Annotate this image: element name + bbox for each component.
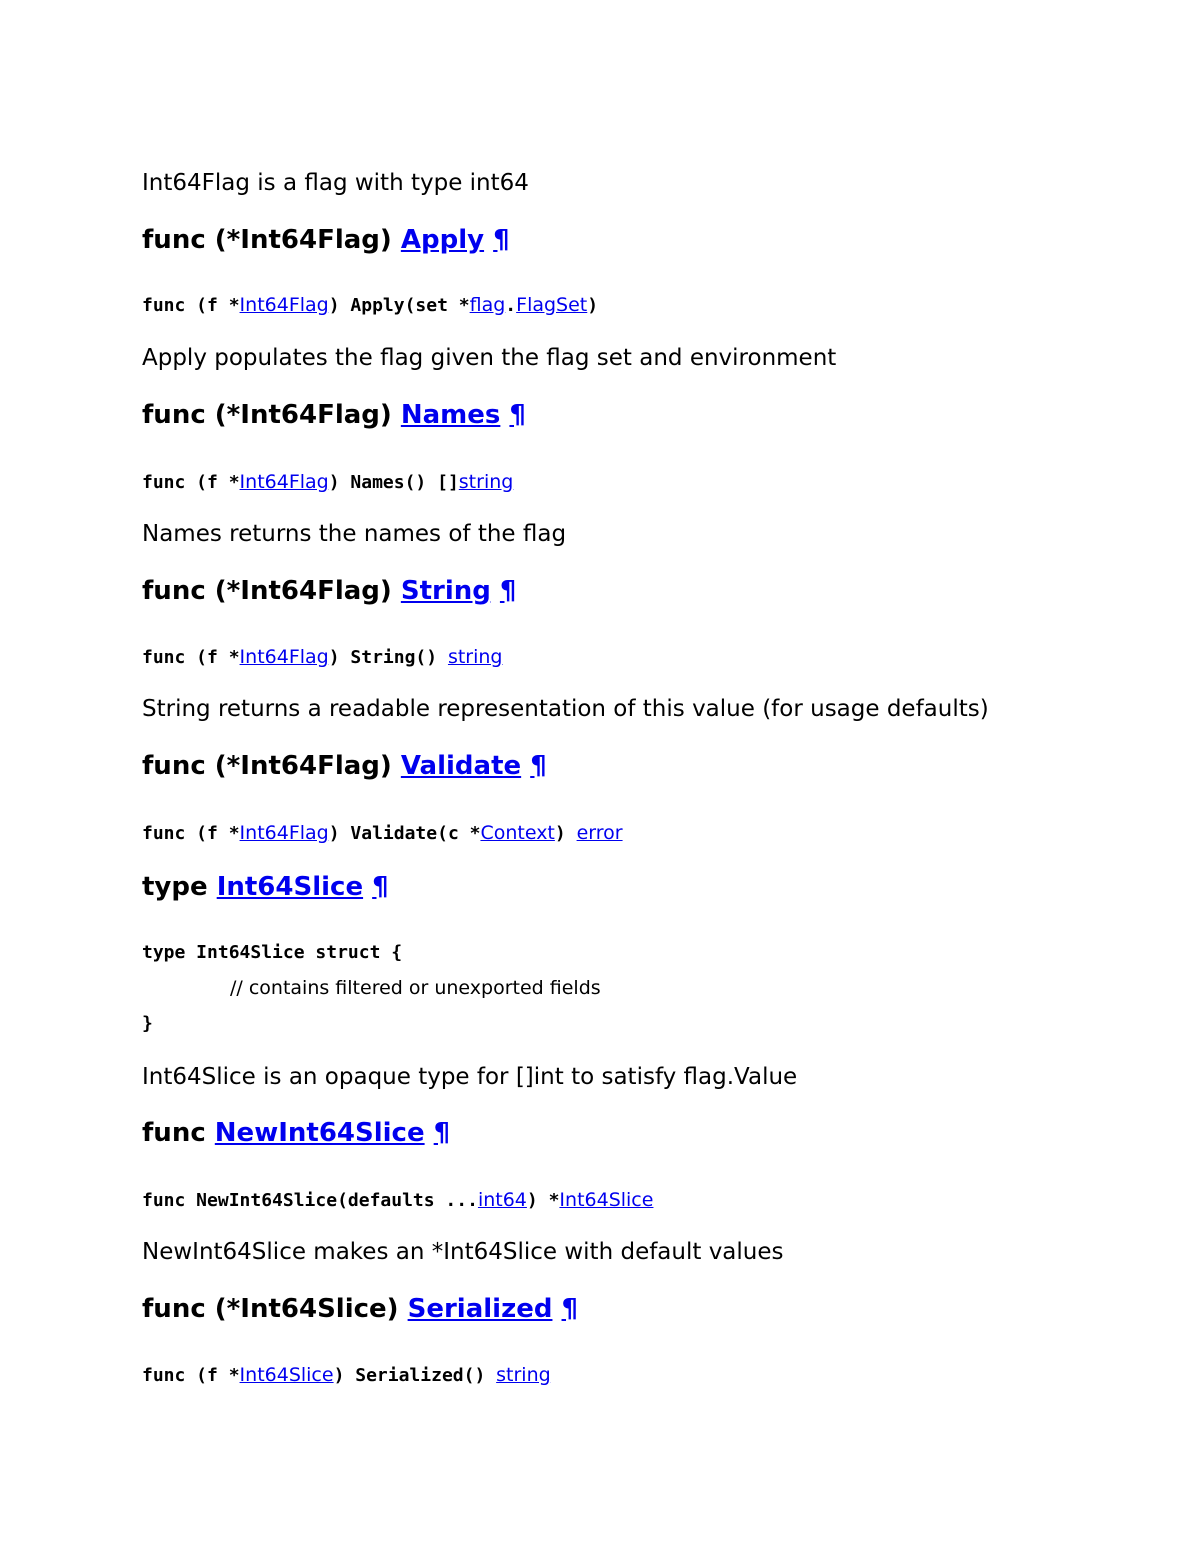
string-type-link[interactable]: string: [447, 646, 503, 668]
heading-validate: [142, 749, 547, 783]
sig-text: ) Validate(c *: [328, 823, 481, 844]
sig-text: func (f *: [142, 823, 240, 844]
int64slice-link[interactable]: Int64Slice: [216, 872, 364, 902]
sig-text: ) Apply(set *: [328, 295, 470, 316]
flag-package-link[interactable]: flag: [469, 294, 506, 316]
serialized-pilcrow-link[interactable]: ¶: [561, 1294, 579, 1324]
heading-int64slice-type: [142, 870, 389, 904]
int64slice-type-link[interactable]: Int64Slice: [239, 1364, 334, 1386]
int64slice-code-line1: type Int64Slice struct {: [142, 942, 403, 963]
heading-prefix: func (*Int64Flag): [142, 751, 401, 781]
sig-text: func (f *: [142, 647, 240, 668]
heading-prefix: func (*Int64Flag): [142, 225, 401, 255]
names-signature: [142, 469, 513, 496]
validate-signature: [142, 820, 623, 847]
int64slice-code-comment-line: [142, 975, 601, 1002]
heading-prefix: func: [142, 1118, 215, 1148]
sig-text: ): [587, 295, 599, 316]
int64slice-type-link[interactable]: Int64Slice: [559, 1189, 654, 1211]
int64slice-description: Int64Slice is an opaque type for []int to satisfy flag.Value: [142, 1064, 798, 1090]
sig-text: func (f *: [142, 295, 240, 316]
context-type-link[interactable]: Context: [480, 822, 555, 844]
int64slice-pilcrow-link[interactable]: ¶: [372, 872, 389, 902]
heading-prefix: func (*Int64Slice): [142, 1294, 408, 1324]
heading-names: [142, 398, 526, 432]
names-pilcrow-link[interactable]: ¶: [509, 400, 526, 430]
newint64slice-link[interactable]: NewInt64Slice: [214, 1118, 425, 1148]
sig-text: ) Names() []: [328, 472, 459, 493]
string-signature: [142, 644, 503, 671]
sig-text: ): [554, 823, 577, 844]
sig-text: ) *: [526, 1190, 560, 1211]
string-type-link[interactable]: string: [458, 471, 514, 493]
heading-apply: [142, 223, 510, 257]
int64flag-type-link[interactable]: Int64Flag: [239, 822, 329, 844]
heading-prefix: type: [142, 872, 217, 902]
code-comment: // contains filtered or unexported fields: [230, 977, 601, 999]
heading-serialized: [142, 1292, 578, 1326]
int64slice-code-line3: }: [142, 1013, 153, 1034]
string-link[interactable]: String: [400, 576, 491, 606]
heading-newint64slice: [142, 1116, 450, 1150]
newint64slice-signature: [142, 1187, 653, 1214]
apply-description: Apply populates the flag given the flag set and environment: [142, 345, 837, 371]
apply-signature: [142, 292, 598, 319]
string-description: String returns a readable representation of this value (for usage defaults): [142, 696, 989, 722]
sig-text: func (f *: [142, 472, 240, 493]
int64-type-link[interactable]: int64: [477, 1189, 527, 1211]
error-type-link[interactable]: error: [576, 822, 623, 844]
int64flag-type-link[interactable]: Int64Flag: [239, 294, 329, 316]
sig-text: func (f *: [142, 1365, 240, 1386]
sig-text: ) Serialized(): [333, 1365, 497, 1386]
names-link[interactable]: Names: [400, 400, 501, 430]
serialized-link[interactable]: Serialized: [407, 1294, 553, 1324]
heading-prefix: func (*Int64Flag): [142, 576, 401, 606]
newint64slice-pilcrow-link[interactable]: ¶: [433, 1118, 451, 1148]
intro-text: Int64Flag is a flag with type int64: [142, 170, 529, 196]
sig-text: ) String(): [328, 647, 448, 668]
string-type-link[interactable]: string: [496, 1364, 551, 1386]
string-pilcrow-link[interactable]: ¶: [499, 576, 517, 606]
apply-pilcrow-link[interactable]: ¶: [493, 225, 510, 255]
int64flag-type-link[interactable]: Int64Flag: [239, 471, 329, 493]
validate-pilcrow-link[interactable]: ¶: [530, 751, 547, 781]
heading-prefix: func (*Int64Flag): [142, 400, 401, 430]
heading-string: [142, 574, 516, 608]
serialized-signature: [142, 1362, 551, 1389]
validate-link[interactable]: Validate: [400, 751, 522, 781]
newint64slice-description: NewInt64Slice makes an *Int64Slice with default values: [142, 1239, 784, 1265]
int64flag-type-link[interactable]: Int64Flag: [239, 646, 329, 668]
apply-link[interactable]: Apply: [400, 225, 485, 255]
sig-text: func NewInt64Slice(defaults ...: [142, 1190, 478, 1211]
sig-text: .: [505, 295, 517, 316]
flagset-type-link[interactable]: FlagSet: [516, 294, 588, 316]
names-description: Names returns the names of the flag: [142, 521, 567, 547]
